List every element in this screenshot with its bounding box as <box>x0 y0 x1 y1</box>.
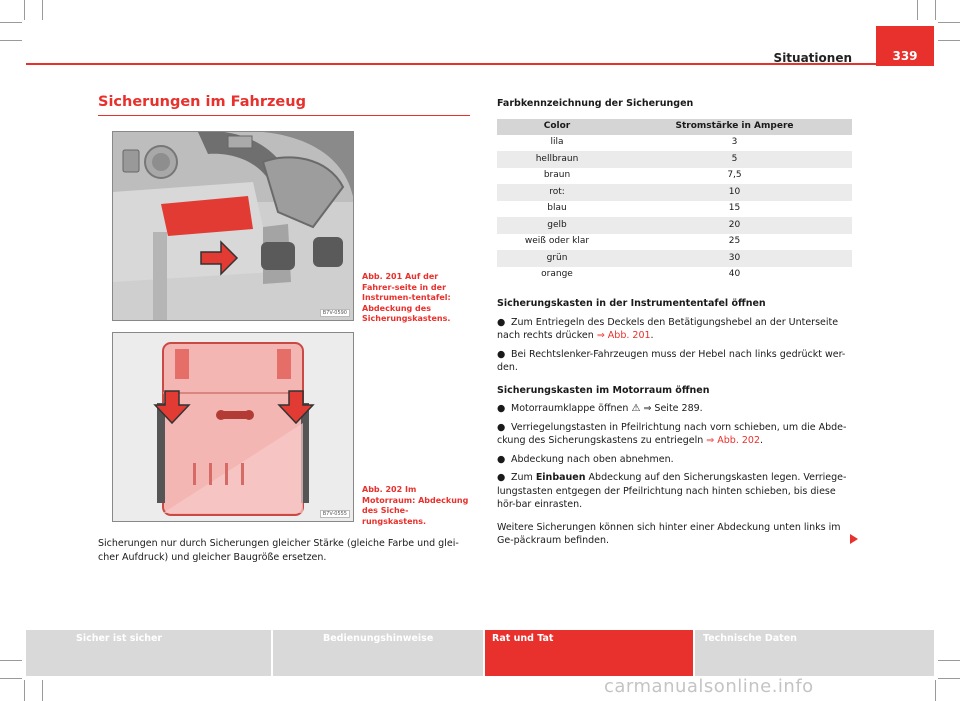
cell-ampere: 3 <box>731 137 738 147</box>
figure1-text: Auf der Fahrer-seite in der Instrumen-tentafel: Abdeckung des Sicherungskastens. <box>362 272 451 323</box>
figure1-label: Abb. 201 <box>362 272 403 281</box>
page-reference[interactable]: ⇒ Seite 289. <box>643 403 703 414</box>
figure-engine-fuse-cover <box>112 332 354 522</box>
fuse-replacement-note: Sicherungen nur durch Sicherungen gleicher Stärke (gleiche Farbe und glei-cher Aufdruck) und gleicher Baugröße ersetzen. <box>98 538 459 563</box>
table-header-ampere: Stromstärke in Ampere <box>617 119 852 135</box>
figure201-link[interactable]: ⇒ Abb. 201 <box>596 330 651 341</box>
header-rule <box>26 63 876 65</box>
table-row <box>497 151 852 168</box>
crop-mark <box>24 0 25 20</box>
crop-mark <box>935 680 936 701</box>
bullet-item <box>497 348 853 375</box>
crop-mark <box>24 680 25 701</box>
page-number: 339 <box>892 49 918 63</box>
crop-mark <box>0 22 22 23</box>
crop-mark <box>42 0 43 20</box>
bullet-text: Zum <box>511 472 536 483</box>
cell-ampere: 20 <box>617 217 852 234</box>
continue-arrow-icon <box>850 534 858 544</box>
cell-color: weiß oder klar <box>524 236 590 246</box>
crop-mark <box>917 0 918 20</box>
page-heading: Sicherungen im Fahrzeug <box>98 94 306 110</box>
bullet-item <box>497 402 853 416</box>
figure-code: B7V-0555 <box>320 510 350 518</box>
additional-fuses-note: Weitere Sicherungen können sich hinter einer Abdeckung unten links im Ge-päckraum befinden. <box>497 521 841 546</box>
bullet-item <box>497 453 853 467</box>
bullet-dot: ● <box>497 472 506 483</box>
crop-mark <box>0 40 22 41</box>
bullet-dot: ● <box>497 316 506 328</box>
subheading-dashboard: Sicherungskasten in der Instrumententafel öffnen <box>497 298 766 309</box>
table-row <box>497 267 852 284</box>
figure202-link[interactable]: ⇒ Abb. 202 <box>706 435 761 446</box>
bullet-text: Verriegelungstasten in Pfeilrichtung nach vorn schieben, um die Abde-ckung des Sicherungskastens zu entriegeln <box>497 421 847 446</box>
bullet-item: ● Zum Entriegeln des Deckels den Betätigungshebel an der Unterseite nach rechts drücken ⇒ Abb. 201. <box>497 316 839 341</box>
cell-ampere: 30 <box>617 250 852 267</box>
table-title: Farbkennzeichnung der Sicherungen <box>497 98 694 109</box>
crop-mark <box>0 678 22 679</box>
bullet-text: Abdeckung nach oben abnehmen. <box>511 453 674 465</box>
cell-color: grün <box>497 250 617 267</box>
cell-color: rot: <box>497 184 617 201</box>
crop-mark <box>938 22 960 23</box>
cell-ampere: 10 <box>617 184 852 201</box>
footer-tab-technical[interactable]: Technische Daten <box>695 630 934 676</box>
subheading-engine: Sicherungskasten im Motorraum öffnen <box>497 384 710 396</box>
table-row <box>497 135 852 152</box>
bullet-dot: ● <box>497 348 506 360</box>
dashboard-illustration <box>113 132 354 321</box>
heading-rule <box>98 115 470 116</box>
table-row <box>497 250 852 267</box>
bullet-dot: ● <box>497 421 506 433</box>
footer-tab-advice[interactable]: Rat und Tat <box>485 630 693 676</box>
bullet-item: ● Verriegelungstasten in Pfeilrichtung nach vorn schieben, um die Abde-ckung des Sicherungskastens zu entriegeln ⇒ Abb. 202. <box>497 421 847 446</box>
bullet-item <box>497 471 853 512</box>
cell-color: hellbraun <box>497 151 617 168</box>
bullet-text: Motorraumklappe öffnen <box>511 403 629 414</box>
watermark: carmanualsonline.info <box>604 676 814 697</box>
figure-dashboard-fuse-cover <box>112 131 354 321</box>
bullet-text: Zum Entriegeln des Deckels den Betätigungshebel an der Unterseite nach rechts drücken <box>497 316 839 341</box>
figure2-caption <box>362 485 472 527</box>
figure2-text: Im Motorraum: Abdeckung des Siche-rungskastens. <box>362 485 469 526</box>
page-number-tab <box>876 26 934 66</box>
crop-mark <box>938 40 960 41</box>
cell-ampere: 15 <box>728 203 741 213</box>
cell-ampere: 7,5 <box>727 170 742 180</box>
bold-term: Einbauen <box>535 472 586 483</box>
cell-color: lila <box>550 137 564 147</box>
warning-triangle-icon: ⚠ <box>631 403 641 414</box>
table-row <box>497 217 852 234</box>
fusebox-illustration <box>113 333 354 522</box>
table-header-row <box>497 119 852 135</box>
cell-ampere: 5 <box>617 151 852 168</box>
crop-mark <box>42 680 43 701</box>
crop-mark <box>0 660 22 661</box>
bullet-text: Bei Rechtslenker-Fahrzeugen muss der Hebel nach links gedrückt wer-den. <box>497 348 846 373</box>
table-header-color: Color <box>497 119 617 135</box>
cell-ampere: 25 <box>728 236 741 246</box>
fuse-color-table <box>497 119 852 284</box>
figure-code: B7V-0590 <box>320 309 350 317</box>
table-row <box>497 201 852 218</box>
cell-color: blau <box>547 203 567 213</box>
cell-color: gelb <box>497 217 617 234</box>
section-title: Situationen <box>773 51 852 65</box>
table-row <box>497 168 852 185</box>
footer-tab-safety[interactable]: Sicher ist sicher <box>26 630 271 676</box>
crop-mark <box>938 678 960 679</box>
table-row <box>497 184 852 201</box>
figure2-label: Abb. 202 <box>362 485 403 494</box>
cell-ampere: 40 <box>728 269 741 279</box>
crop-mark <box>938 660 960 661</box>
table-row <box>497 234 852 251</box>
bullet-dot: ● <box>497 453 506 465</box>
right-column <box>497 97 853 548</box>
cell-color: orange <box>541 269 573 279</box>
cell-color: braun <box>543 170 571 180</box>
left-column <box>98 94 470 116</box>
footer-tab-operation[interactable]: Bedienungshinweise <box>273 630 483 676</box>
bullet-dot: ● <box>497 403 506 414</box>
figure1-caption <box>362 272 472 325</box>
crop-mark <box>935 0 936 20</box>
bullet-text: Abdeckung auf den Sicherungskasten legen. Verriege-lungstasten entgegen der Pfeilrichtung nach hinten schieben, bis diese hör-bar einrasten. <box>497 472 847 510</box>
